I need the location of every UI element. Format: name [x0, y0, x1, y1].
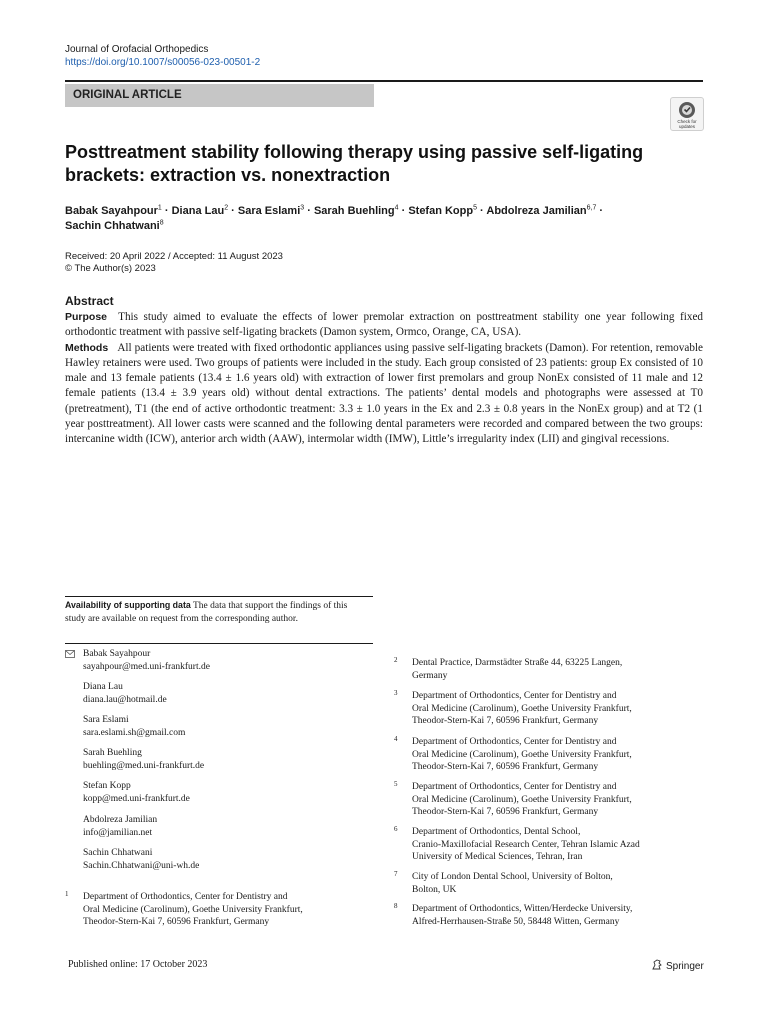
contact-email[interactable]: Sachin.Chhatwani@uni-wh.de: [83, 860, 200, 871]
publisher-name: Springer: [666, 961, 704, 972]
affiliation-line: Oral Medicine (Carolinum), Goethe University Frankfurt,: [83, 904, 303, 915]
contact-name: Sachin Chhatwani: [83, 848, 153, 858]
affiliation-line: Theodor-Stern-Kai 7, 60596 Frankfurt, Germany: [412, 807, 599, 817]
contact-name: Babak Sayahpour: [83, 649, 151, 659]
availability-statement: [65, 599, 355, 625]
published-online-date: Published online: 17 October 2023: [68, 959, 208, 970]
affiliation-text: [412, 690, 632, 728]
copyright-notice: © The Author(s) 2023: [65, 263, 156, 274]
article-type-banner: [65, 84, 374, 107]
doi-link[interactable]: https://doi.org/10.1007/s00056-023-00501-2: [65, 57, 261, 68]
contact-entry: [83, 780, 190, 805]
contact-email[interactable]: buehling@med.uni-frankfurt.de: [83, 760, 205, 771]
author-name: Sachin Chhatwani: [65, 220, 160, 232]
affiliation-line: Dental Practice, Darmstädter Straße 44, 63225 Langen,: [412, 658, 623, 668]
contact-email[interactable]: sayahpour@med.uni-frankfurt.de: [83, 661, 210, 672]
affiliation-number: 1: [65, 890, 69, 898]
contact-email[interactable]: info@jamilian.net: [83, 827, 153, 838]
affiliation-line: Theodor-Stern-Kai 7, 60596 Frankfurt, Germany: [412, 762, 599, 772]
affiliation-number: 8: [394, 902, 398, 910]
contact-email[interactable]: sara.eslami.sh@gmail.com: [83, 727, 186, 738]
purpose-text: This study aimed to evaluate the effects of lower premolar extraction on posttreatment stability one year following fixed orthodontic treatment with passive self-ligating brackets (Damon system, Ormco, Orange, CA, USA).: [65, 311, 703, 339]
contact-entry: [83, 648, 210, 673]
author-name: Stefan Kopp: [408, 205, 474, 217]
methods-text: All patients were treated with fixed orthodontic appliances using passive self-ligating brackets (Damon). For retention, removable Hawley retainers were used. Two groups of patients were included in the study. Each group consisted of 23 patients: group Ex consisted of 10 male and 13 female patients (13.4 ± 1.6 years old) with extraction of lower first premolars and group NonEx consisted of 11 male and 12 female patients (13.4 ± 3.9 years old) without dental extractions. The patients’ dental models and photographs were assessed at T0 (pretreatment), T1 (the end of active orthodontic treatment: 3.3 ± 1.0 years in the Ex and 2.3 ± 0.8 years in the NonEx group) and at T2 (1 year posttreatment). All lower casts were scanned and the following dental parameters were recorded and compared between the two groups: intercanine width (ICW), anterior arch width (AAW), intermolar width (IMW), Little’s irregularity index (LII) and gingival recessions.: [65, 341, 704, 446]
affiliation-line: Oral Medicine (Carolinum), Goethe University Frankfurt,: [412, 749, 632, 760]
contact-name: Stefan Kopp: [83, 781, 131, 791]
footnote-rule: [65, 596, 373, 597]
springer-horse-icon: [651, 959, 663, 971]
contact-name: Sarah Buehling: [83, 748, 142, 758]
author-affiliation-marker: 2: [224, 204, 229, 212]
affiliation-text: [412, 657, 622, 682]
affiliation-number: 2: [394, 656, 398, 664]
contact-entry: [83, 681, 167, 706]
abstract-heading: Abstract: [65, 294, 114, 308]
author-affiliation-marker: 4: [394, 204, 399, 212]
contact-entry: [83, 847, 199, 872]
author-affiliation-marker: 5: [473, 204, 477, 212]
affiliation-text: [412, 781, 632, 819]
methods-label: Methods: [65, 341, 109, 354]
check-for-updates-badge[interactable]: [670, 97, 704, 131]
affiliation-line: Department of Orthodontics, Center for Dentistry and: [412, 691, 617, 701]
author-affiliation-marker: 8: [159, 219, 164, 227]
contact-email[interactable]: kopp@med.uni-frankfurt.de: [83, 793, 190, 804]
affiliation-line: Germany: [412, 670, 448, 681]
author-affiliation-marker: 3: [300, 204, 305, 212]
contact-entry: [83, 747, 204, 772]
contact-entry: [83, 814, 157, 839]
affiliation-line: Bolton, UK: [412, 884, 457, 895]
affiliation-line: Oral Medicine (Carolinum), Goethe University Frankfurt,: [412, 794, 632, 805]
affiliation-line: Department of Orthodontics, Center for Dentistry and: [412, 782, 617, 792]
affiliation-number: 7: [394, 870, 398, 878]
received-accepted-dates: Received: 20 April 2022 / Accepted: 11 August 2023: [65, 251, 283, 262]
author-name: Abdolreza Jamilian: [486, 205, 587, 217]
article-type-label: ORIGINAL ARTICLE: [73, 89, 182, 101]
affiliation-line: University of Medical Sciences, Tehran, Iran: [412, 852, 583, 862]
contact-name: Diana Lau: [83, 682, 123, 692]
affiliation-number: 4: [394, 735, 398, 743]
affiliation-line: Alfred-Herrhausen-Straße 50, 58448 Witten, Germany: [412, 916, 620, 927]
affiliation-line: Department of Orthodontics, Witten/Herdecke University,: [412, 904, 633, 914]
contact-entry: [83, 714, 185, 739]
header-rule: [65, 80, 703, 82]
availability-text: The data that support the findings of this study are available on request from the corresponding author.: [65, 601, 348, 624]
affiliation-number: 5: [394, 780, 398, 788]
affiliation-line: Theodor-Stern-Kai 7, 60596 Frankfurt, Germany: [83, 917, 270, 927]
affiliation-line: Theodor-Stern-Kai 7, 60596 Frankfurt, Germany: [412, 716, 599, 726]
availability-label: Availability of supporting data: [65, 600, 191, 610]
contact-name: Sara Eslami: [83, 715, 129, 725]
author-name: Diana Lau: [171, 205, 225, 217]
affiliation-text: [412, 871, 613, 896]
check-updates-label: Check for updates: [677, 119, 697, 129]
affiliation-text: [412, 903, 632, 928]
author-affiliation-marker: 6,7: [586, 204, 597, 212]
affiliation-line: Department of Orthodontics, Dental School,: [412, 827, 581, 837]
author-affiliation-marker: 1: [157, 204, 162, 212]
author-name: Sara Eslami: [237, 205, 301, 217]
affiliation-text: [412, 736, 632, 774]
author-list: Babak Sayahpour$^1$ · Diana Lau$^2$ · Sara Eslami$^3$ · Sarah Buehling$^4$ · Stefan Kopp$^5$ · Abdolreza Jamilian$^{6,7}$ · Sachin Chhatwani$^8$: [65, 204, 604, 232]
affiliation-number: 6: [394, 825, 398, 833]
footnote-rule-2: [65, 643, 373, 644]
envelope-icon: [65, 650, 75, 660]
affiliation-line: Department of Orthodontics, Center for Dentistry and: [83, 892, 288, 902]
contact-email[interactable]: diana.lau@hotmail.de: [83, 694, 167, 705]
affiliation-number: 3: [394, 689, 398, 697]
affiliation-line: Oral Medicine (Carolinum), Goethe University Frankfurt,: [412, 703, 632, 714]
check-updates-icon: [677, 100, 697, 120]
affiliation-text: [83, 891, 303, 929]
purpose-label: Purpose: [65, 311, 108, 323]
affiliation-line: Department of Orthodontics, Center for Dentistry and: [412, 737, 617, 747]
journal-name: Journal of Orofacial Orthopedics: [65, 44, 209, 55]
publisher-mark: [651, 959, 704, 973]
abstract-body: [65, 310, 703, 448]
contact-name: Abdolreza Jamilian: [83, 815, 158, 825]
author-name: Sarah Buehling: [313, 205, 395, 217]
affiliation-text: [412, 826, 640, 864]
affiliation-line: City of London Dental School, University of Bolton,: [412, 872, 613, 882]
affiliation-line: Cranio-Maxillofacial Research Center, Tehran Islamic Azad: [412, 839, 640, 850]
article-title: Posttreatment stability following therapy using passive self-ligating brackets: extraction vs. nonextraction: [65, 142, 644, 185]
author-name: Babak Sayahpour: [65, 205, 158, 217]
